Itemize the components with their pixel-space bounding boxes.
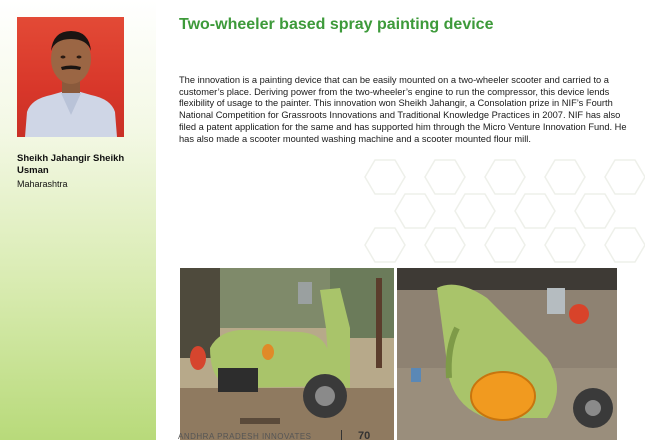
sidebar: [0, 0, 156, 440]
article-body: The innovation is a painting device that can be easily mounted on a two-wheeler scooter and carried to a customer’s place. Deriving power from the two-wheeler’s engine to run the compressor, this device lends flexibility of usage to the painter. This innovation won Sheikh Jahangir, a Consolation prize in NIF’s Fourth National Competition for Grassroots Innovations and Traditional Knowledge Practices in 2007. NIF has also filed a patent application for the same and has supported him through the Micro Venture Innovation Fund. He has also made a scooter mounted washing machine and a scooter mounted flour mill.: [179, 75, 627, 144]
footer-divider: [341, 430, 342, 440]
scooter-photo-compressor: [397, 268, 617, 440]
person-state: Maharashtra: [17, 179, 68, 189]
main-content: [156, 0, 645, 440]
footer-label: ANDHRA PRADESH INNOVATES: [178, 432, 312, 440]
page-number: 70: [358, 430, 371, 440]
person-illustration: [17, 17, 124, 137]
article-title: Two-wheeler based spray painting device: [179, 16, 494, 33]
scooter-photo-side: [180, 268, 394, 440]
person-name: Sheikh Jahangir Sheikh Usman: [17, 153, 125, 176]
portrait-photo: [17, 17, 124, 137]
